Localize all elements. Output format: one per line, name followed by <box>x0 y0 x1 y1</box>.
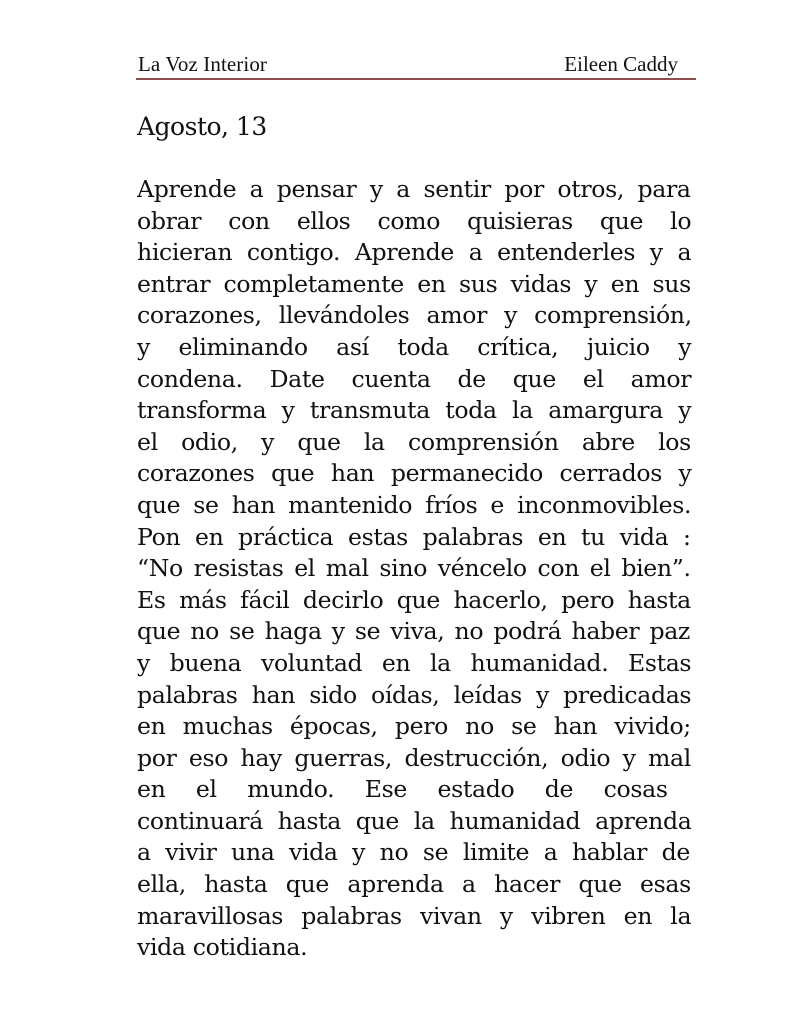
text-line: entrar completamente en sus vidas y en sus <box>137 269 691 298</box>
running-header <box>136 50 696 80</box>
text-line: ella, hasta que aprenda a hacer que esas <box>137 870 691 899</box>
entry-date: Agosto, 13 <box>137 112 267 141</box>
text-line: corazones que han permanecido cerrados y <box>137 459 692 488</box>
text-line: por eso hay guerras, destrucción, odio y mal <box>137 743 691 772</box>
text-line: en muchas épocas, pero no se han vivido; <box>137 712 691 741</box>
text-line: el odio, y que la comprensión abre los <box>137 427 691 456</box>
text-line: hicieran contigo. Aprende a entenderles y a <box>137 238 692 267</box>
text-line: y buena voluntad en la humanidad. Estas <box>137 648 692 677</box>
entry-body <box>137 174 693 964</box>
text-line: “No resistas el mal sino véncelo con el bien”. <box>137 554 691 583</box>
author-name: Eileen Caddy <box>564 52 678 76</box>
text-line: que no se haga y se viva, no podrá haber paz <box>137 617 690 646</box>
text-line: y eliminando así toda crítica, juicio y <box>137 332 692 361</box>
book-title: La Voz Interior <box>138 52 268 76</box>
text-line: en el mundo. Ese estado de cosas <box>137 775 668 804</box>
text-line: palabras han sido oídas, leídas y predicadas <box>137 680 692 709</box>
text-line: a vivir una vida y no se limite a hablar de <box>137 838 690 867</box>
text-line: Es más fácil decirlo que hacerlo, pero hasta <box>137 585 691 614</box>
text-line: Pon en práctica estas palabras en tu vida : <box>137 522 691 551</box>
text-line: transforma y transmuta toda la amargura y <box>137 396 692 425</box>
text-line: vida cotidiana. <box>137 933 308 962</box>
text-line: obrar con ellos como quisieras que lo <box>137 206 692 235</box>
text-line: continuará hasta que la humanidad aprenda <box>137 806 692 835</box>
text-line: condena. Date cuenta de que el amor <box>137 364 692 393</box>
text-line: que se han mantenido fríos e inconmovibles. <box>137 490 692 519</box>
text-line: maravillosas palabras vivan y vibren en la <box>137 901 692 930</box>
text-line: Aprende a pensar y a sentir por otros, para <box>137 175 691 203</box>
text-line: corazones, llevándoles amor y comprensión, <box>137 301 692 330</box>
